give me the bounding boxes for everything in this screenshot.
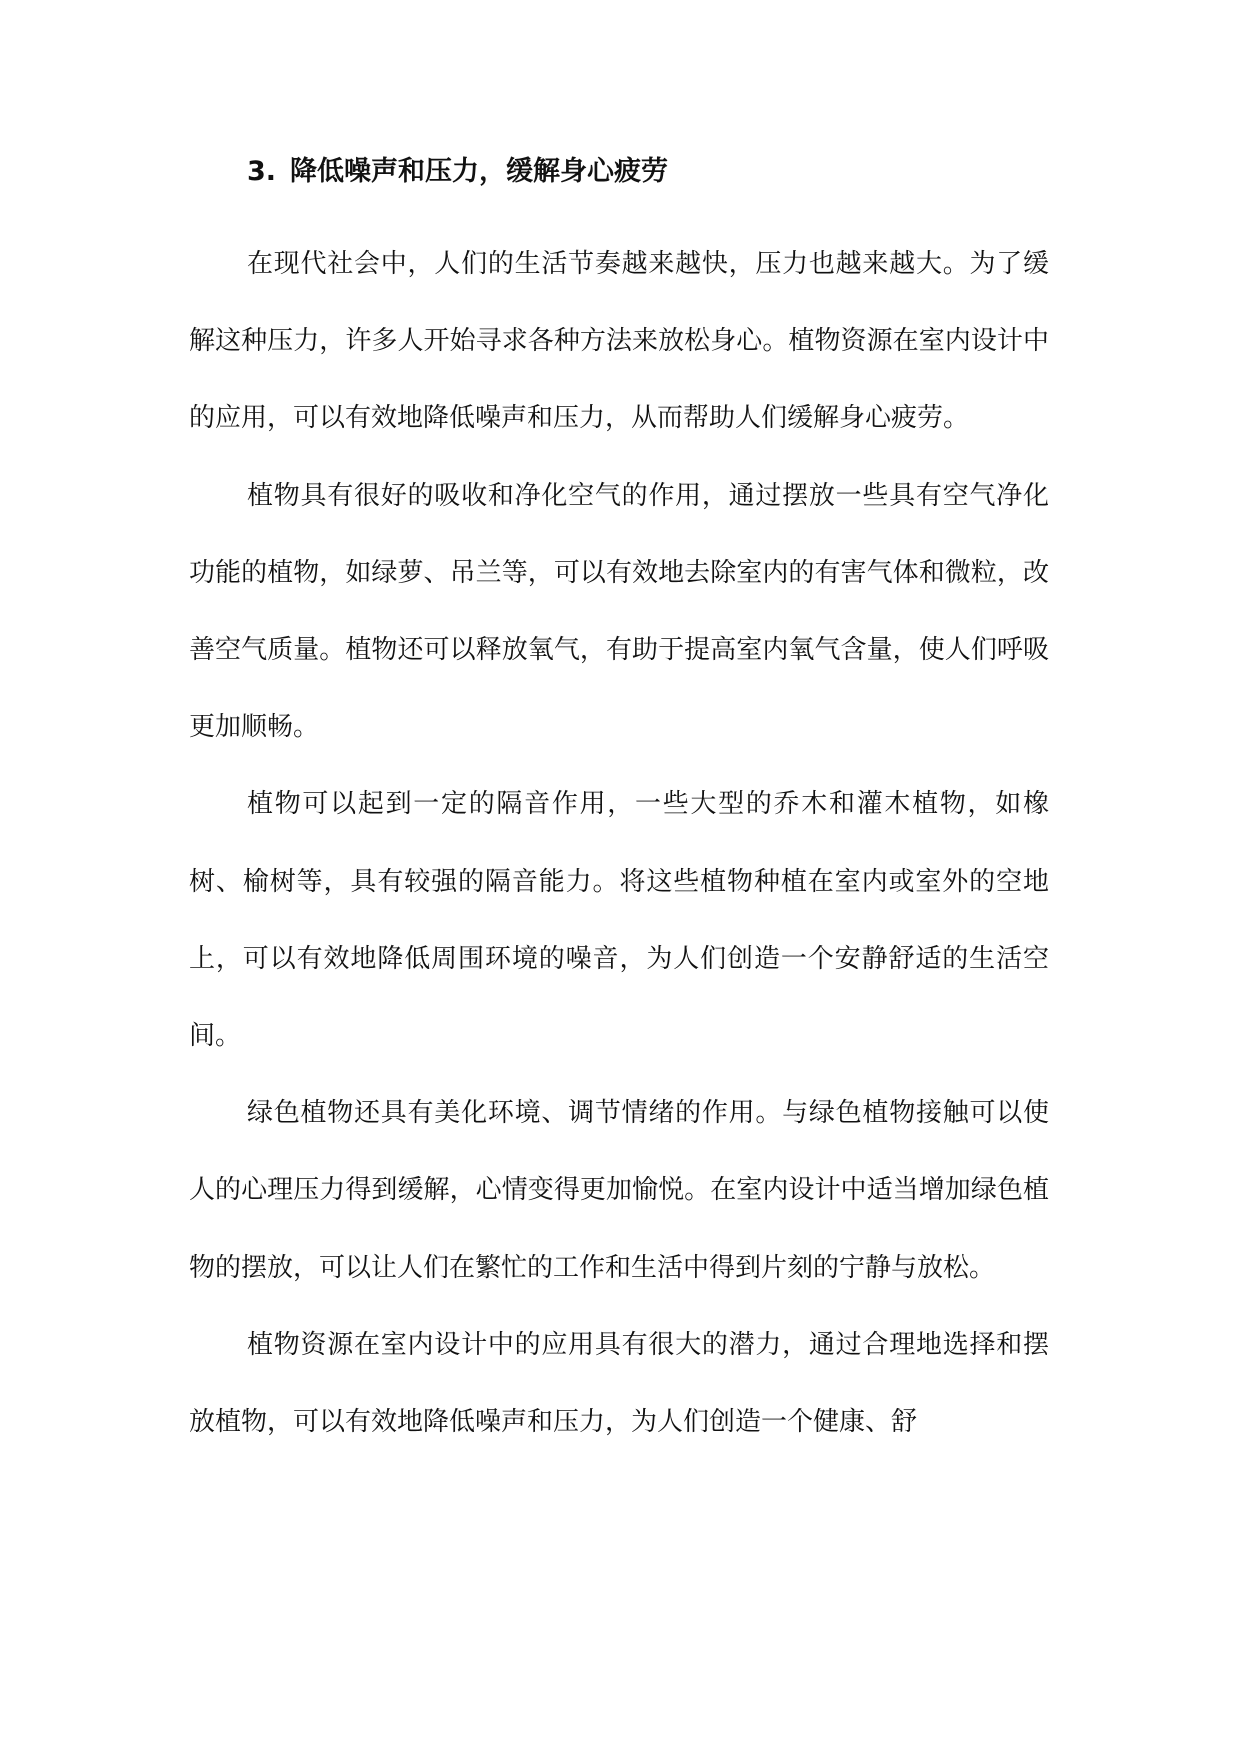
section-heading [247,150,668,194]
paragraph: 植物具有很好的吸收和净化空气的作用，通过摆放一些具有空气净化功能的植物，如绿萝、吊兰等，可以有效地去除室内的有害气体和微粒，改善空气质量。植物还可以释放氧气，有助于提高室内氧气含量，使人们呼吸更加顺畅。 [189,480,1049,743]
section-number: 3. [247,156,277,187]
paragraph: 在现代社会中，人们的生活节奏越来越快，压力也越来越大。为了缓解这种压力，许多人开始寻求各种方法来放松身心。植物资源在室内设计中的应用，可以有效地降低噪声和压力，从而帮助人们缓解身心疲劳。 [189,249,1049,434]
section-title: 降低噪声和压力，缓解身心疲劳 [290,156,669,187]
paragraph: 绿色植物还具有美化环境、调节情绪的作用。与绿色植物接触可以使人的心理压力得到缓解，心情变得更加愉悦。在室内设计中适当增加绿色植物的摆放，可以让人们在繁忙的工作和生活中得到片刻的宁静与放松。 [189,1098,1049,1283]
paragraph: 植物资源在室内设计中的应用具有很大的潜力，通过合理地选择和摆放植物，可以有效地降低噪声和压力，为人们创造一个健康、舒 [189,1329,1049,1438]
body-text [189,226,1049,1461]
paragraph: 植物可以起到一定的隔音作用，一些大型的乔木和灌木植物，如橡树、榆树等，具有较强的隔音能力。将这些植物种植在室内或室外的空地上，可以有效地降低周围环境的噪音，为人们创造一个安静舒适的生活空间。 [189,789,1049,1052]
